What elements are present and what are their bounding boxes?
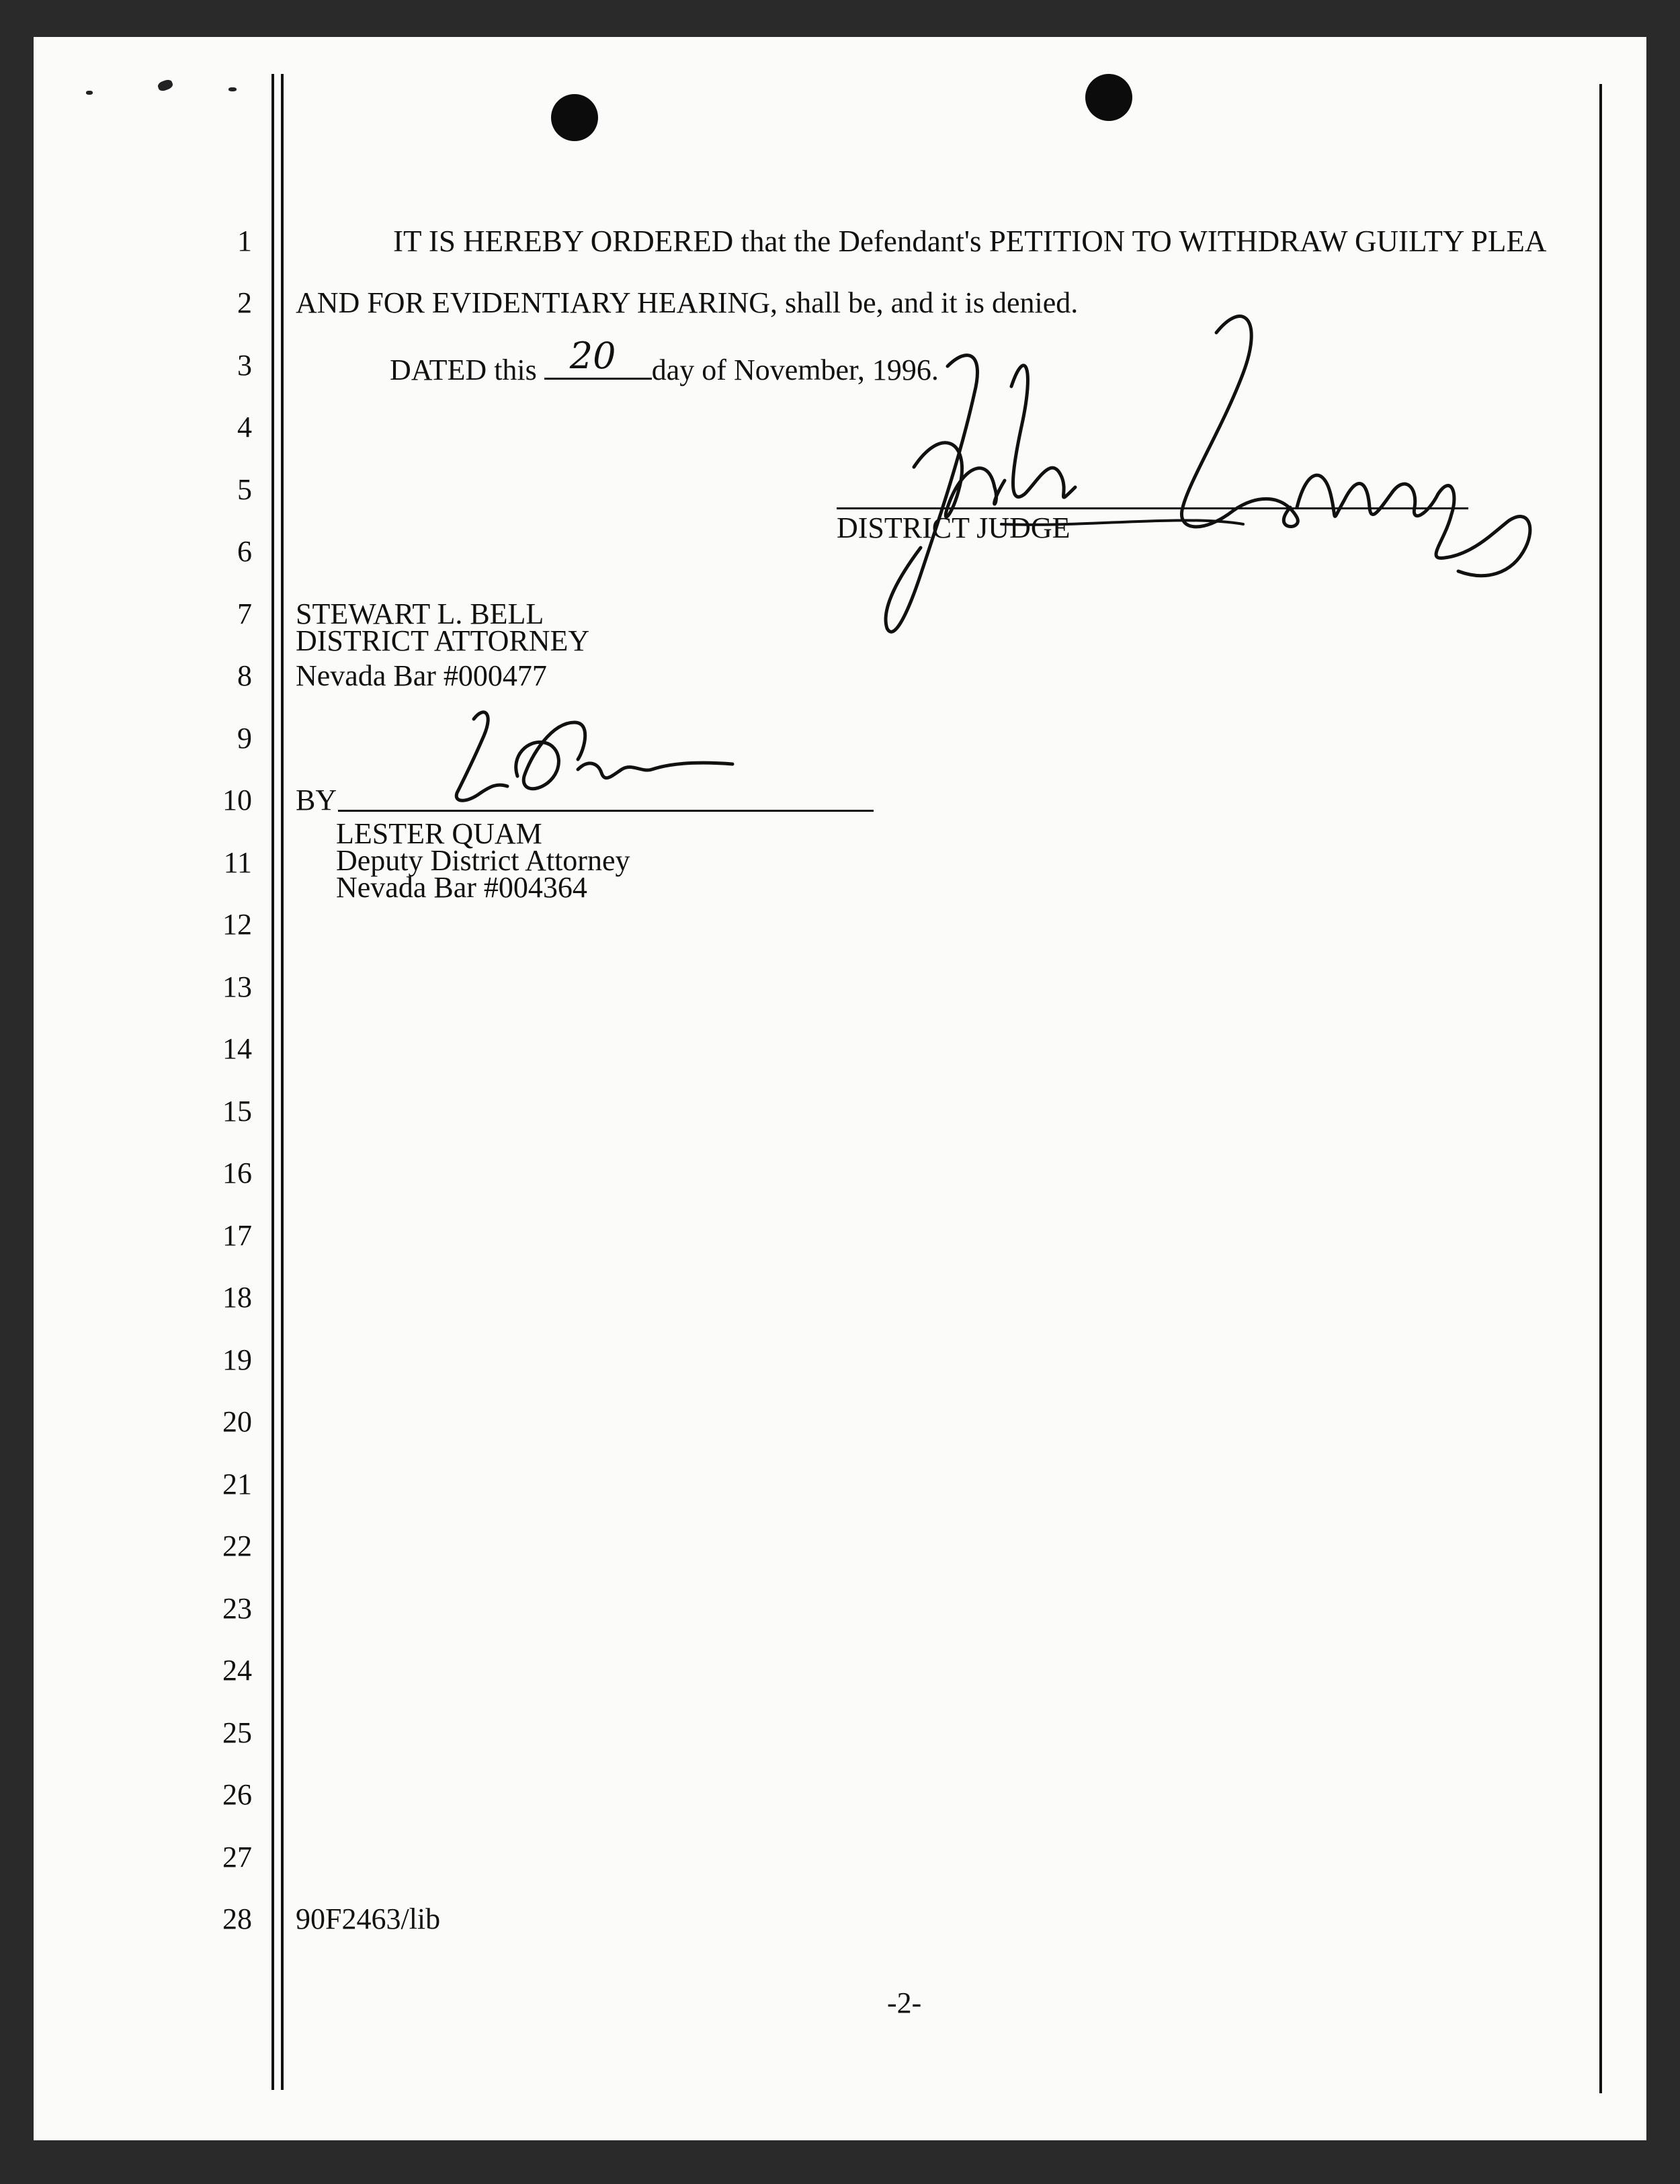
line-number: 12 bbox=[222, 908, 252, 941]
line-number: 24 bbox=[222, 1654, 252, 1687]
punch-hole-left bbox=[551, 94, 598, 141]
line-number: 18 bbox=[222, 1281, 252, 1314]
line-number: 13 bbox=[222, 970, 252, 1003]
judge-signature bbox=[867, 292, 1539, 662]
line-number: 19 bbox=[222, 1343, 252, 1376]
dated-line bbox=[390, 335, 939, 387]
line-number: 26 bbox=[222, 1778, 252, 1811]
da-name: STEWART L. BELL bbox=[296, 597, 544, 630]
left-margin-rule-outer bbox=[271, 74, 274, 2090]
line-number: 11 bbox=[223, 846, 252, 879]
line-number: 9 bbox=[237, 722, 252, 755]
line-number: 28 bbox=[222, 1902, 252, 1935]
speck-mark bbox=[86, 91, 93, 95]
punch-hole-right bbox=[1085, 74, 1132, 121]
dated-day-blank bbox=[544, 335, 652, 380]
line-number: 17 bbox=[222, 1219, 252, 1252]
deputy-signature bbox=[410, 682, 773, 816]
file-code: 90F2463/lib bbox=[296, 1902, 441, 1935]
deputy-title: Deputy District Attorney bbox=[336, 844, 630, 877]
line-number: 25 bbox=[222, 1716, 252, 1749]
line-number: 3 bbox=[237, 349, 252, 382]
line-number: 8 bbox=[237, 659, 252, 692]
line-number: 20 bbox=[222, 1405, 252, 1438]
da-bar-number: Nevada Bar #000477 bbox=[296, 659, 547, 692]
order-line-2: AND FOR EVIDENTIARY HEARING, shall be, and it is denied. bbox=[296, 286, 1079, 319]
line-number: 23 bbox=[222, 1592, 252, 1625]
line-number: 21 bbox=[222, 1468, 252, 1501]
line-number: 10 bbox=[222, 784, 252, 816]
line-number: 14 bbox=[222, 1032, 252, 1065]
line-number: 6 bbox=[237, 535, 252, 568]
left-margin-rule-inner bbox=[281, 74, 284, 2090]
dated-suffix: day of November, 1996. bbox=[651, 353, 939, 386]
dated-prefix: DATED this bbox=[390, 353, 537, 386]
right-margin-rule bbox=[1599, 84, 1602, 2093]
speck-mark bbox=[157, 79, 173, 93]
line-number: 1 bbox=[237, 224, 252, 257]
order-line-1: IT IS HEREBY ORDERED that the Defendant's PETITION TO WITHDRAW GUILTY PLEA bbox=[393, 224, 1547, 258]
page-number: -2- bbox=[887, 1986, 922, 2019]
line-number: 27 bbox=[222, 1841, 252, 1874]
line-number: 4 bbox=[237, 411, 252, 444]
deputy-name: LESTER QUAM bbox=[336, 817, 542, 850]
document-page bbox=[34, 37, 1646, 2140]
deputy-bar-number: Nevada Bar #004364 bbox=[336, 871, 587, 904]
line-number: 22 bbox=[222, 1529, 252, 1562]
line-number: 5 bbox=[237, 473, 252, 506]
da-title: DISTRICT ATTORNEY bbox=[296, 624, 590, 657]
line-number: 2 bbox=[237, 286, 252, 319]
line-number: 16 bbox=[222, 1157, 252, 1189]
line-number: 15 bbox=[222, 1095, 252, 1128]
judge-title: DISTRICT JUDGE bbox=[837, 511, 1070, 544]
line-number: 7 bbox=[237, 597, 252, 630]
dated-day-handwritten: 20 bbox=[569, 335, 616, 377]
by-label: BY bbox=[296, 784, 337, 816]
speck-mark bbox=[228, 87, 237, 91]
